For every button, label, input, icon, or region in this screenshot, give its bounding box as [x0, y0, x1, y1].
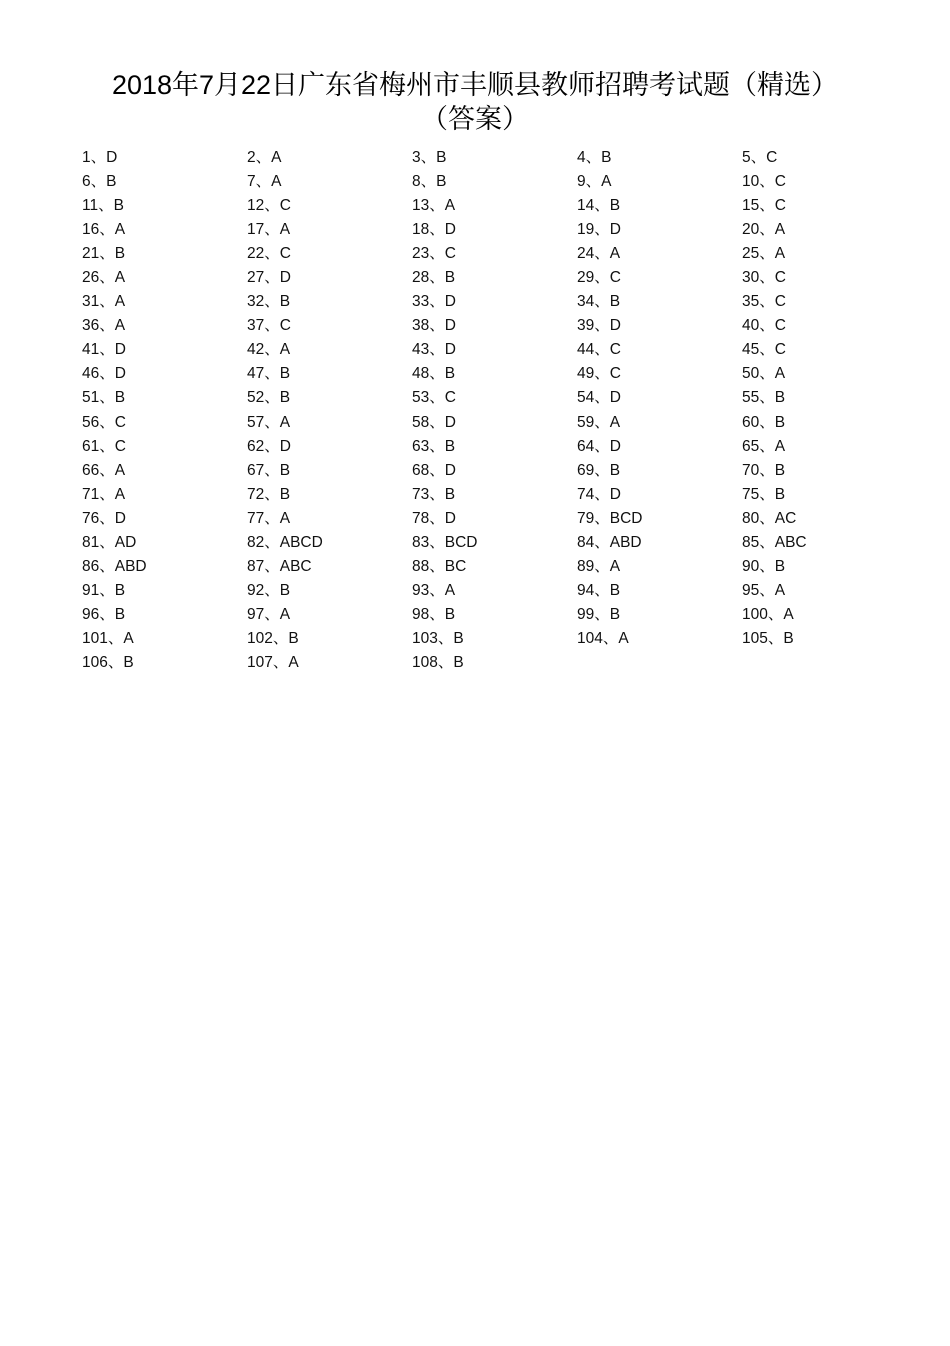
answer-item: 39、D	[577, 317, 621, 335]
answer-item: 102、B	[247, 629, 299, 647]
answer-item: 92、B	[247, 581, 291, 599]
answer-item: 20、A	[742, 221, 786, 239]
answer-item: 79、BCD	[577, 509, 643, 527]
answer-item: 5、C	[742, 149, 778, 166]
answer-item: 83、BCD	[412, 533, 478, 551]
answer-item: 82、ABCD	[247, 533, 323, 551]
answer-item: 70、B	[742, 461, 786, 479]
answer-item: 101、A	[82, 629, 134, 647]
answer-item: 54、D	[577, 389, 621, 407]
answer-item: 107、A	[247, 653, 299, 671]
answer-item: 89、A	[577, 557, 621, 575]
answer-item: 14、B	[577, 197, 621, 215]
answer-item: 96、B	[82, 605, 126, 623]
answer-item: 3、B	[412, 149, 447, 166]
answer-item: 4、B	[577, 149, 612, 166]
answer-item: 24、A	[577, 245, 621, 263]
answer-item: 81、AD	[82, 533, 137, 551]
answer-item: 66、A	[82, 461, 126, 479]
answer-item: 74、D	[577, 485, 621, 503]
answer-item: 68、D	[412, 461, 456, 479]
answer-item: 84、ABD	[577, 533, 642, 551]
answer-item: 53、C	[412, 389, 456, 407]
answer-item: 12、C	[247, 197, 291, 215]
answer-item: 91、B	[82, 581, 126, 599]
answer-item: 41、D	[82, 341, 126, 359]
answer-item: 27、D	[247, 269, 291, 287]
answer-item: 47、B	[247, 365, 291, 383]
answer-item: 56、C	[82, 413, 126, 431]
answer-item: 40、C	[742, 317, 786, 335]
answer-item: 37、C	[247, 317, 291, 335]
answer-item: 22、C	[247, 245, 291, 263]
answer-item: 25、A	[742, 245, 786, 263]
answer-item: 17、A	[247, 221, 291, 239]
answer-item: 21、B	[82, 245, 126, 263]
answer-item: 29、C	[577, 269, 621, 287]
answer-item: 7、A	[247, 173, 282, 191]
answer-item: 100、A	[742, 605, 794, 623]
answer-grid	[82, 146, 912, 675]
answer-item: 105、B	[742, 629, 794, 647]
answer-item: 71、A	[82, 485, 126, 503]
answer-item: 75、B	[742, 485, 786, 503]
answer-item: 8、B	[412, 173, 447, 191]
answer-item: 104、A	[577, 629, 629, 647]
answer-item: 69、B	[577, 461, 621, 479]
answer-item: 58、D	[412, 413, 456, 431]
answer-item: 43、D	[412, 341, 456, 359]
answer-item: 77、A	[247, 509, 291, 527]
answer-item: 15、C	[742, 197, 786, 215]
answer-item: 99、B	[577, 605, 621, 623]
answer-item: 48、B	[412, 365, 456, 383]
answer-item: 19、D	[577, 221, 621, 239]
answer-item: 94、B	[577, 581, 621, 599]
answer-item: 78、D	[412, 509, 456, 527]
answer-item: 87、ABC	[247, 557, 312, 575]
answer-item: 11、B	[82, 197, 124, 215]
answer-item: 33、D	[412, 293, 456, 311]
answer-item: 49、C	[577, 365, 621, 383]
answer-item: 88、BC	[412, 557, 467, 575]
answer-item: 31、A	[82, 293, 126, 311]
answer-item: 64、D	[577, 437, 621, 455]
answer-item: 59、A	[577, 413, 621, 431]
answer-item: 86、ABD	[82, 557, 147, 575]
answer-item: 63、B	[412, 437, 456, 455]
answer-item: 80、AC	[742, 509, 797, 527]
answer-item: 28、B	[412, 269, 456, 287]
answer-item: 65、A	[742, 437, 786, 455]
answer-item: 42、A	[247, 341, 291, 359]
answer-item: 32、B	[247, 293, 291, 311]
answer-item: 67、B	[247, 461, 291, 479]
document-subtitle: （答案）	[421, 104, 529, 134]
answer-item: 50、A	[742, 365, 786, 383]
answer-item: 1、D	[82, 149, 118, 166]
answer-item: 45、C	[742, 341, 786, 359]
answer-item: 90、B	[742, 557, 786, 575]
answer-item: 9、A	[577, 173, 612, 191]
answer-item: 76、D	[82, 509, 126, 527]
document-title: 2018年7月22日广东省梅州市丰顺县教师招聘考试题（精选）	[111, 70, 839, 100]
answer-item: 34、B	[577, 293, 621, 311]
answer-item: 23、C	[412, 245, 456, 263]
answer-item: 36、A	[82, 317, 126, 335]
answer-item: 38、D	[412, 317, 456, 335]
answer-item: 30、C	[742, 269, 786, 287]
answer-item: 97、A	[247, 605, 291, 623]
answer-item: 18、D	[412, 221, 456, 239]
answer-item: 106、B	[82, 653, 134, 671]
answer-item: 44、C	[577, 341, 621, 359]
answer-item: 95、A	[742, 581, 786, 599]
answer-item: 16、A	[82, 221, 126, 239]
answer-item: 13、A	[412, 197, 456, 215]
answer-item: 85、ABC	[742, 533, 807, 551]
answer-item: 103、B	[412, 629, 464, 647]
answer-item: 98、B	[412, 605, 456, 623]
answer-item: 57、A	[247, 413, 291, 431]
answer-item: 26、A	[82, 269, 126, 287]
answer-item: 108、B	[412, 653, 464, 671]
answer-item: 73、B	[412, 485, 456, 503]
answer-item: 6、B	[82, 173, 117, 191]
answer-item: 61、C	[82, 437, 126, 455]
answer-item: 52、B	[247, 389, 291, 407]
answer-item: 55、B	[742, 389, 786, 407]
answer-item: 35、C	[742, 293, 786, 311]
answer-item: 10、C	[742, 173, 786, 191]
answer-item: 72、B	[247, 485, 291, 503]
answer-item: 46、D	[82, 365, 126, 383]
answer-item: 51、B	[82, 389, 126, 407]
answer-item: 2、A	[247, 149, 282, 166]
answer-item: 60、B	[742, 413, 786, 431]
answer-item: 62、D	[247, 437, 291, 455]
answer-item: 93、A	[412, 581, 456, 599]
